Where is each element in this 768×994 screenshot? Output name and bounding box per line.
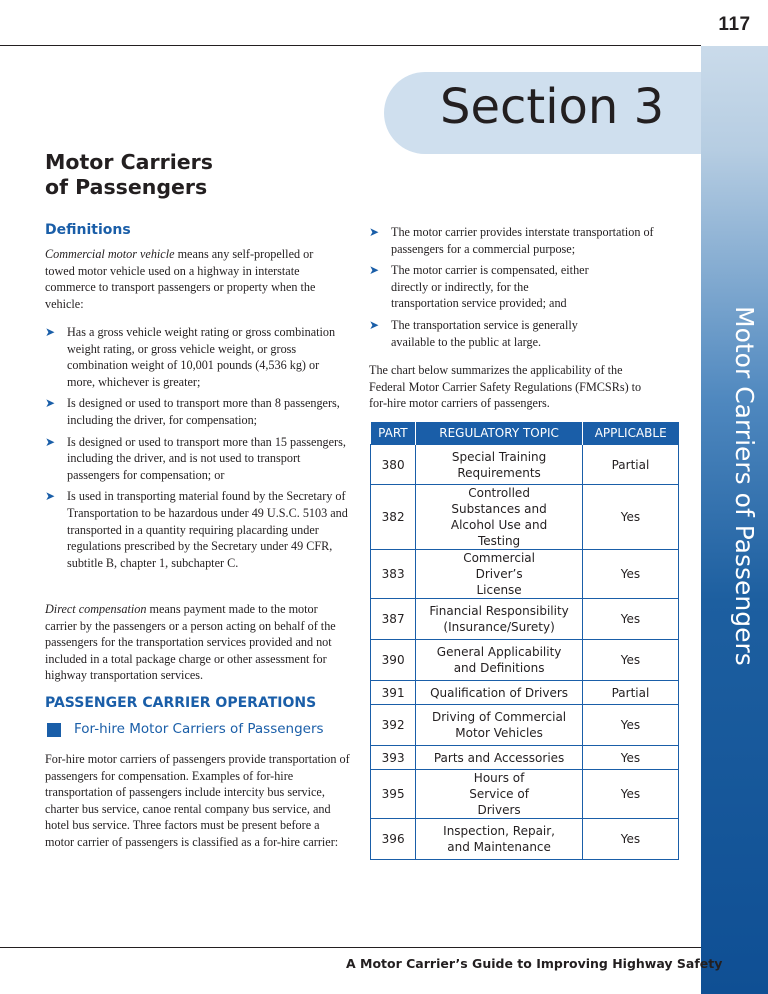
- topic-cell: Special Training Requirements: [416, 445, 583, 485]
- part-cell: 392: [371, 705, 416, 746]
- page-number: 117: [718, 14, 751, 35]
- chart-intro: The chart below summarizes the applicability of the Federal Motor Carrier Safety Regulations (FMCSRs) to for-hire motor carriers of passengers.: [369, 363, 642, 411]
- topic-cell: Parts and Accessories: [416, 746, 583, 770]
- for-hire-text: For-hire motor carriers of passengers provide transportation of passengers for compensation. Examples of for-hire transportation of passengers include intercity bus service, charter bus service, canoe rental company bus service, and hotel bus service. Three factors must be present before a motor carrier of passengers is classified as a for-hire carrier:: [45, 752, 350, 849]
- definitions-heading: Definitions: [45, 222, 131, 238]
- arrow-bullet-icon: ➤: [369, 263, 380, 278]
- dc-term: Direct compensation: [45, 602, 147, 616]
- topic-cell: Inspection, Repair, and Maintenance: [416, 819, 583, 860]
- for-hire-factors-list: [369, 224, 680, 350]
- topic-cell: Commercial Driver’s License: [416, 550, 583, 599]
- applicable-cell: Yes: [582, 485, 678, 550]
- operations-heading: PASSENGER CARRIER OPERATIONS: [45, 695, 317, 711]
- cmv-definition-text: means any self-propelled or towed motor vehicle used on a highway in interstate commerce to transport passengers or property when the vehicle:: [45, 247, 316, 311]
- part-cell: 383: [371, 550, 416, 599]
- list-item: ➤ Is designed or used to transport more than 8 passengers, including the driver, for compensation;: [45, 396, 340, 427]
- for-hire-heading: For-hire Motor Carriers of Passengers: [74, 721, 324, 737]
- top-rule: [0, 45, 701, 46]
- part-cell: 382: [371, 485, 416, 550]
- topic-cell: Financial Responsibility (Insurance/Surety): [416, 599, 583, 640]
- arrow-bullet-icon: ➤: [45, 396, 56, 411]
- table-row: [371, 681, 679, 705]
- footer-title: A Motor Carrier’s Guide to Improving Highway Safety: [346, 956, 723, 971]
- arrow-bullet-icon: ➤: [45, 434, 56, 449]
- part-cell: 396: [371, 819, 416, 860]
- cmv-term: Commercial motor vehicle: [45, 247, 175, 261]
- page-title-line1: Motor Carriers: [45, 150, 213, 174]
- direct-compensation-definition: [45, 601, 349, 684]
- table-row: [371, 770, 679, 819]
- table-row: [371, 819, 679, 860]
- part-cell: 380: [371, 445, 416, 485]
- column-header-topic: REGULATORY TOPIC: [416, 422, 583, 445]
- dc-definition-text: means payment made to the motor carrier by the passengers or a person acting on behalf of the passengers for the transportation services provided and not included in a total package charge or other assessment for highway transportation services.: [45, 602, 336, 683]
- arrow-bullet-icon: ➤: [45, 325, 56, 339]
- page-title: [45, 150, 345, 200]
- applicable-cell: Yes: [582, 550, 678, 599]
- part-cell: 390: [371, 640, 416, 681]
- bottom-rule: [0, 947, 701, 948]
- applicable-cell: Yes: [582, 599, 678, 640]
- list-item: ➤ Is designed or used to transport more than 15 passengers, including the driver, and is not used to transport passengers for compensation; or: [45, 434, 346, 482]
- section-title: Section 3: [440, 79, 665, 135]
- table-row: [371, 599, 679, 640]
- column-header-applicable: APPLICABLE: [582, 422, 678, 445]
- applicability-table: [370, 422, 679, 860]
- part-cell: 395: [371, 770, 416, 819]
- list-item: ➤ The transportation service is generally available to the public at large.: [369, 317, 578, 349]
- applicable-cell: Partial: [582, 681, 678, 705]
- part-cell: 387: [371, 599, 416, 640]
- list-item: ➤ Has a gross vehicle weight rating or gross combination weight rating, or gross vehicle weight, or gross combination weight of 10,001 pounds (4,536 kg) or more, whichever is greater;: [45, 325, 336, 389]
- applicable-cell: Yes: [582, 705, 678, 746]
- applicable-cell: Yes: [582, 640, 678, 681]
- table-row: [371, 746, 679, 770]
- applicable-cell: Yes: [582, 770, 678, 819]
- table-row: [371, 445, 679, 485]
- table-header-row: [371, 422, 679, 445]
- applicable-cell: Yes: [582, 819, 678, 860]
- part-cell: 393: [371, 746, 416, 770]
- topic-cell: Qualification of Drivers: [416, 681, 583, 705]
- list-item: ➤ Is used in transporting material found by the Secretary of Transportation to be hazardous under 49 U.S.C. 5103 and transported in a quantity requiring placarding under regulations prescribed by the Secretary under 49 CFR, subtitle B, chapter 1, subchapter C.: [45, 489, 348, 570]
- arrow-bullet-icon: ➤: [369, 317, 380, 332]
- table-row: [371, 705, 679, 746]
- cmv-definition: [45, 246, 317, 312]
- side-title: Motor Carriers of Passengers: [730, 306, 759, 666]
- table-row: [371, 640, 679, 681]
- arrow-bullet-icon: ➤: [369, 225, 380, 239]
- page-title-line2: of Passengers: [45, 175, 208, 199]
- topic-cell: Controlled Substances and Alcohol Use and Testing: [416, 485, 583, 550]
- part-cell: 391: [371, 681, 416, 705]
- table-row: [371, 550, 679, 599]
- square-bullet-icon: [47, 723, 61, 737]
- topic-cell: Hours of Service of Drivers: [416, 770, 583, 819]
- table-row: [371, 485, 679, 550]
- topic-cell: Driving of Commercial Motor Vehicles: [416, 705, 583, 746]
- list-item: ➤ The motor carrier is compensated, either directly or indirectly, for the transportation service provided; and: [369, 263, 589, 311]
- applicable-cell: Partial: [582, 445, 678, 485]
- topic-cell: General Applicability and Definitions: [416, 640, 583, 681]
- column-header-part: PART: [371, 422, 416, 445]
- list-item: ➤ The motor carrier provides interstate transportation of passengers for a commercial purpose;: [369, 225, 654, 256]
- cmv-criteria-list: [45, 324, 349, 571]
- arrow-bullet-icon: ➤: [45, 489, 56, 504]
- applicable-cell: Yes: [582, 746, 678, 770]
